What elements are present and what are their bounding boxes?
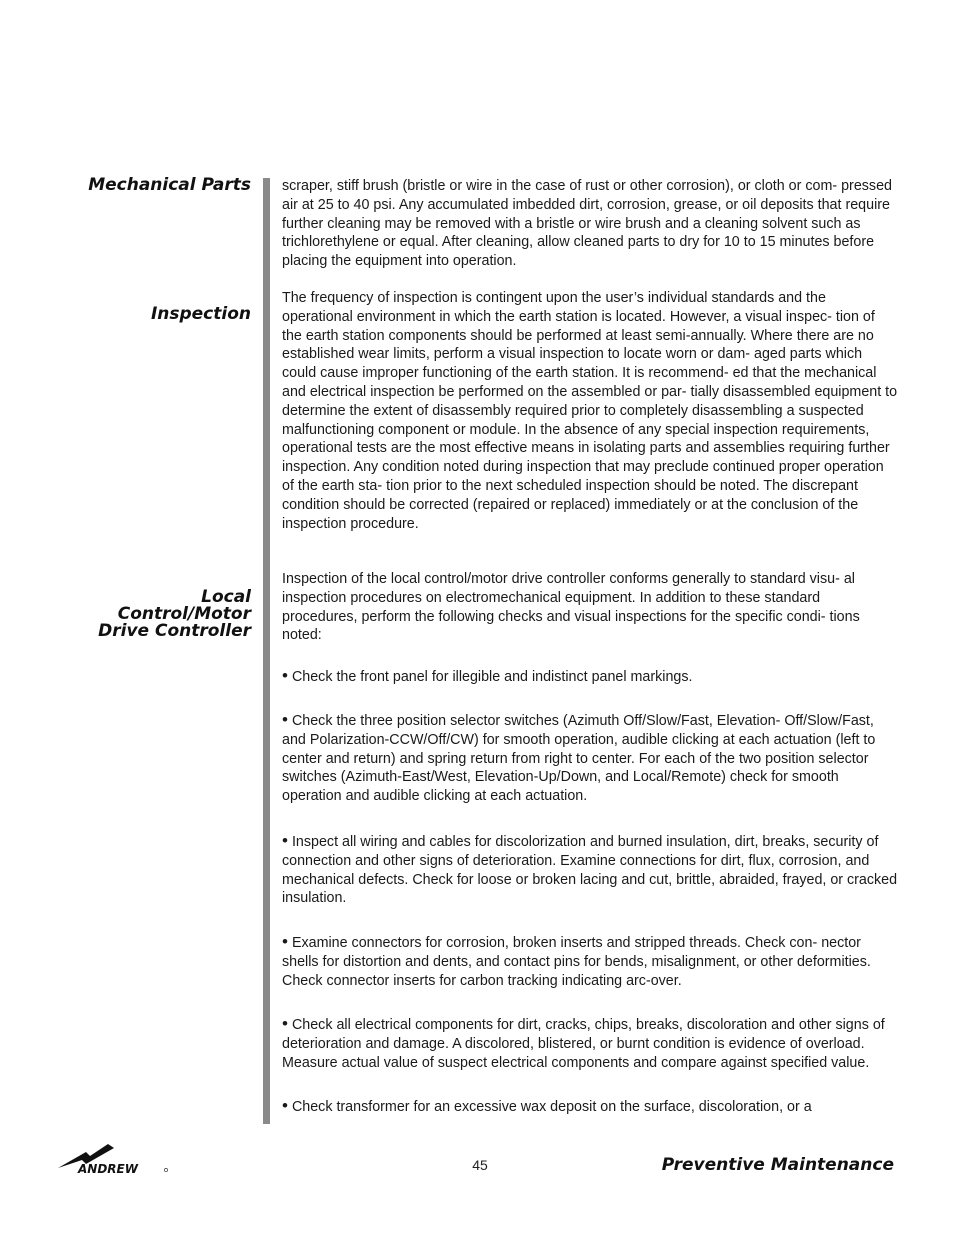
logo-text: ANDREW — [78, 1162, 138, 1176]
bullet-text: Check the front panel for illegible and indistinct panel markings. — [291, 669, 693, 685]
paragraph-text: Inspection of the local control/motor drive controller conforms generally to standard visu- al inspection procedures on electromechanical equipment. In addition to these standard procedures, perform the following checks and visual inspections for the specific condi- tions noted: — [282, 571, 860, 644]
bullet-item — [282, 832, 898, 908]
heading-inspection: Inspection — [150, 304, 251, 324]
bullet-icon: • — [282, 831, 288, 850]
bullet-item — [282, 1097, 898, 1117]
heading-mechanical-parts: Mechanical Parts — [88, 175, 251, 195]
paragraph-inspection — [282, 289, 898, 533]
paragraph-text: scraper, stiff brush (bristle or wire in the case of rust or other corrosion), or cloth or com- pressed air at 25 to 40 psi. Any accumulated imbedded dirt, corrosion, grease, or oil deposits that require further cleaning may be removed with a bristle or wire brush and a cleaning solvent such as trichlorethylene or equal. After cleaning, allow cleaned parts to dry for 10 to 15 minutes before placing the equipment into operation. — [282, 178, 892, 270]
paragraph-text: The frequency of inspection is contingent upon the user’s individual standards and the operational environment in which the earth station is located. However, a visual inspec- tion of the earth station components should be performed at least semi-annually. Where there are no established wear limits, perform a visual inspection to locate worn or dam- aged parts which could cause improper functioning of the earth station. It is recommend- ed that the mechanical and electrical inspection be performed on the assembled or par- tially disassembled equipment to determine the extent of disassembly required prior to completely disassembling a suspected malfunctioning component or module. In the absence of any special inspection requirements, operational tests are the most effective means in isolating parts and assemblies requiring further inspection. Any condition noted during inspection that may preclude continued proper operation of the earth sta- tion prior to the next scheduled inspection should be noted. The discrepant condition should be corrected (repaired or replaced) immediately or at the conclusion of the inspection procedure. — [282, 290, 898, 532]
page-number: 45 — [472, 1157, 488, 1173]
bullet-icon: • — [282, 1014, 288, 1033]
bullet-item — [282, 667, 898, 687]
bullet-text: Inspect all wiring and cables for discolorization and burned insulation, dirt, breaks, security of connection and other signs of deterioration. Examine connections for dirt, flux, corrosion, and mechanical defects. Check for loose or broken lacing and cut, brittle, abraided, frayed, or cracked insulation. — [282, 834, 898, 907]
bullet-item — [282, 933, 898, 990]
bullet-icon: • — [282, 710, 288, 729]
bullet-text: Check transformer for an excessive wax deposit on the surface, discoloration, or a — [291, 1099, 812, 1115]
bullet-icon: • — [282, 932, 288, 951]
bullet-icon: • — [282, 666, 288, 685]
bullet-text: Check the three position selector switches (Azimuth Off/Slow/Fast, Elevation- Off/Slow/Fast, and Polarization-CCW/Off/CW) for smooth operation, audible clicking at each actuation (left to center and return) and spring return from right to center. For each of the two position selector switches (Azimuth-East/West, Elevation-Up/Down, and Local/Remote) check for smooth operation and audible clicking at each actuation. — [282, 713, 876, 805]
bullet-item — [282, 711, 898, 806]
heading-line: Control/Motor — [117, 604, 251, 624]
footer-title: Preventive Maintenance — [661, 1155, 894, 1175]
heading-line: Local — [201, 587, 251, 607]
bullet-icon: • — [282, 1096, 288, 1115]
bullet-item — [282, 1015, 898, 1072]
heading-line: Drive Controller — [98, 621, 251, 641]
paragraph-local-control — [282, 570, 898, 645]
andrew-logo-icon — [56, 1140, 171, 1176]
bullet-text: Check all electrical components for dirt, cracks, chips, breaks, discoloration and other signs of deterioration and damage. A discolored, blistered, or burnt condition is evidence of overload. Measure actual value of suspect electrical components and compare against specified value. — [282, 1017, 885, 1071]
paragraph-mechanical-parts — [282, 177, 898, 271]
margin-rule — [263, 178, 270, 1124]
bullet-text: Examine connectors for corrosion, broken inserts and stripped threads. Check con- nector shells for distortion and dents, and contact pins for bends, misalignment, or other deformities. Check connector inserts for carbon tracking indicating arc-over. — [282, 935, 871, 989]
heading-local-control-motor-drive-controller — [98, 589, 251, 640]
